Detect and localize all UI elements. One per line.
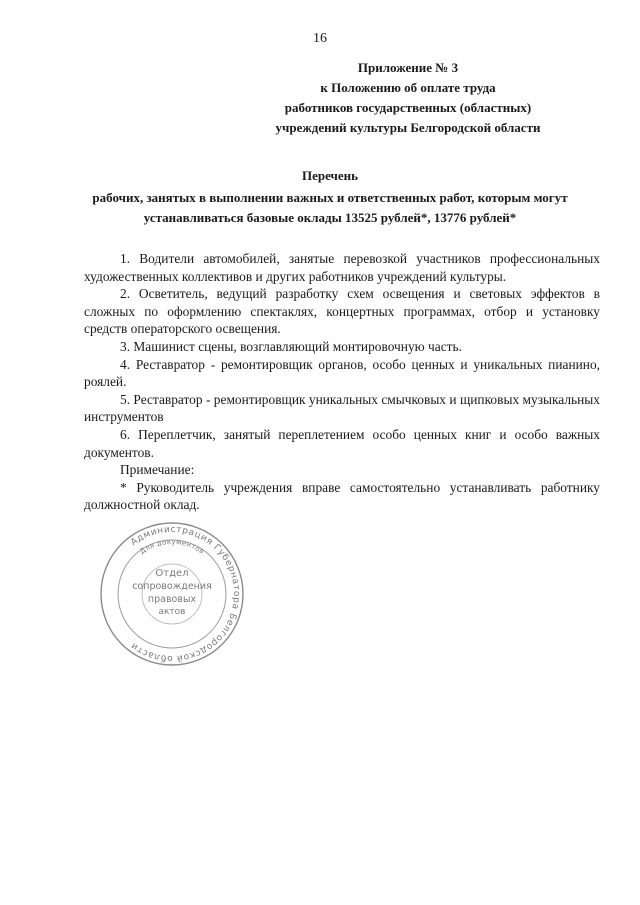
annex-line-3: работников государственных (областных) [284, 100, 532, 115]
stamp-outer-ring-text: Администрация Губернатора Белгородской области [129, 524, 242, 664]
annex-header [228, 58, 588, 138]
list-item-6: 6. Переплетчик, занятый переплетением особо ценных книг и особо важных документов. [84, 426, 600, 460]
list-heading: Перечень [301, 168, 359, 183]
document-body [84, 250, 600, 514]
annex-line-4: учреждений культуры Белгородской области [275, 120, 541, 135]
list-item-1: 1. Водители автомобилей, занятые перевозкой участников профессиональных художественных коллективов и других работников учреждений культуры. [84, 251, 600, 284]
stamp-center-line-1: Отдел [155, 568, 189, 579]
list-title [60, 166, 600, 228]
stamp-center-line-4: актов [158, 607, 186, 617]
stamp-center-line-3: правовых [147, 594, 197, 605]
stamp-center-line-2: сопровождения [132, 581, 212, 592]
note-text: * Руководитель учреждения вправе самостоятельно устанавливать работнику должностной оклад. [84, 479, 600, 513]
list-item-3: 3. Машинист сцены, возглавляющий монтировочную часть. [120, 338, 462, 354]
annex-line-1: Приложение № 3 [357, 60, 459, 75]
page-number: 16 [313, 31, 327, 46]
list-subtitle: рабочих, занятых в выполнении важных и ответственных работ, которым могут устанавливаться базовые оклады 13525 рублей*, 13776 рублей* [92, 190, 568, 225]
list-item-2: 2. Осветитель, ведущий разработку схем освещения и световых эффектов в сложных по оформлению спектаклях, концертных программах, отбор и установку средств операторского освещения. [84, 286, 600, 337]
annex-line-2: к Положению об оплате труда [320, 80, 496, 95]
stamp-inner-ring-text: Для документов [138, 537, 206, 556]
note-label: Примечание: [120, 462, 195, 478]
svg-text:Для документов [138, 538, 205, 556]
official-stamp [98, 520, 246, 668]
stamp-seal-icon [98, 520, 246, 668]
list-item-5: 5. Реставратор - ремонтировщик уникальных смычковых и щипковых музыкальных инструментов [84, 391, 600, 425]
list-item-4: 4. Реставратор - ремонтировщик органов, особо ценных и уникальных пианино, роялей. [84, 356, 600, 390]
